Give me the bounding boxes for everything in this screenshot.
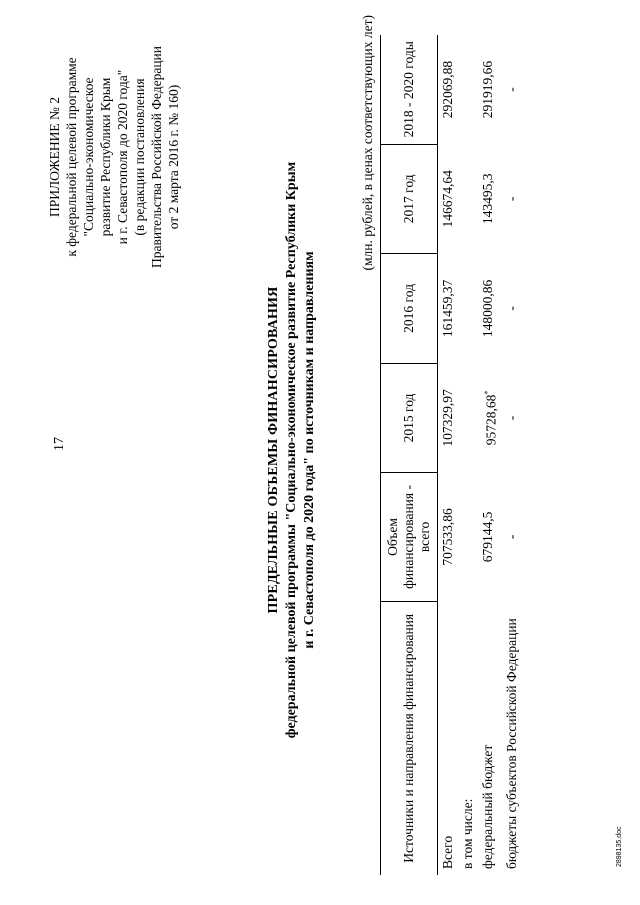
appendix-line: от 2 марта 2016 г. № 160): [166, 84, 181, 230]
footnote-mark: *: [483, 390, 492, 395]
page-number: 17: [52, 437, 67, 451]
appendix-line: и г. Севастополя до 2020 года": [115, 69, 130, 245]
table-header-row: [381, 35, 438, 875]
title-main: ПРЕДЕЛЬНЫЕ ОБЪЕМЫ ФИНАНСИРОВАНИЯ: [266, 286, 281, 614]
table-row: [458, 35, 478, 875]
document-id: 2898135.doc: [616, 826, 623, 867]
units-note: (млн. рублей, в ценах соответствующих лет): [360, 15, 375, 271]
appendix-line: "Социально-экономическое: [81, 77, 96, 237]
header-2015: 2015 год: [381, 363, 438, 473]
cell-2018-2020: 291919,66: [480, 60, 495, 119]
header-2018-2020: 2018 - 2020 годы: [381, 35, 438, 144]
cell-2017: -: [503, 196, 519, 202]
cell-2017: 146674,64: [440, 170, 455, 228]
cell-total: 707533,86: [440, 508, 455, 566]
title-line-3: и г. Севастополя до 2020 года" по источникам и направлениям: [302, 251, 317, 649]
table-row: [478, 35, 502, 875]
financing-table: [380, 35, 522, 875]
header-source: Источники и направления финансирования: [381, 601, 438, 875]
cell-2016: 161459,37: [440, 279, 455, 338]
appendix-line: ПРИЛОЖЕНИЕ № 2: [47, 96, 62, 218]
appendix-header: [46, 27, 182, 287]
appendix-line: (в редакции постановления: [132, 78, 147, 236]
cell-2018-2020: 292069,88: [440, 60, 455, 119]
cell-2016: -: [503, 306, 519, 311]
cell-2015: -: [503, 415, 519, 421]
cell-2015: [478, 363, 502, 473]
header-total: Объем финансирования - всего: [381, 473, 438, 601]
header-2016: 2016 год: [381, 254, 438, 364]
cell-2015: 107329,97: [440, 389, 455, 447]
row-label: федеральный бюджет: [480, 744, 495, 869]
cell-2018-2020: -: [503, 87, 519, 92]
appendix-line: Правительства Российской Федерации: [149, 46, 164, 268]
title-line-2: федеральной целевой программы "Социально-экономическое развитие Республики Крым: [284, 161, 299, 739]
cell-total: -: [503, 534, 519, 540]
row-label: Всего: [440, 835, 455, 869]
document-title: [265, 145, 319, 755]
cell-total: 679144,5: [480, 511, 495, 563]
row-label: в том числе:: [460, 798, 475, 869]
cell-2017: 143495,3: [480, 173, 495, 225]
row-label: бюджеты субъектов Российской Федерации: [503, 618, 519, 869]
appendix-line: к федеральной целевой программе: [64, 57, 79, 257]
header-2017: 2017 год: [381, 144, 438, 254]
cell-value: 95728,68: [483, 394, 499, 446]
appendix-line: развитие Республики Крым: [98, 77, 113, 237]
table-row: [502, 35, 522, 875]
table-row: [438, 35, 459, 875]
cell-2016: 148000,86: [480, 279, 495, 338]
